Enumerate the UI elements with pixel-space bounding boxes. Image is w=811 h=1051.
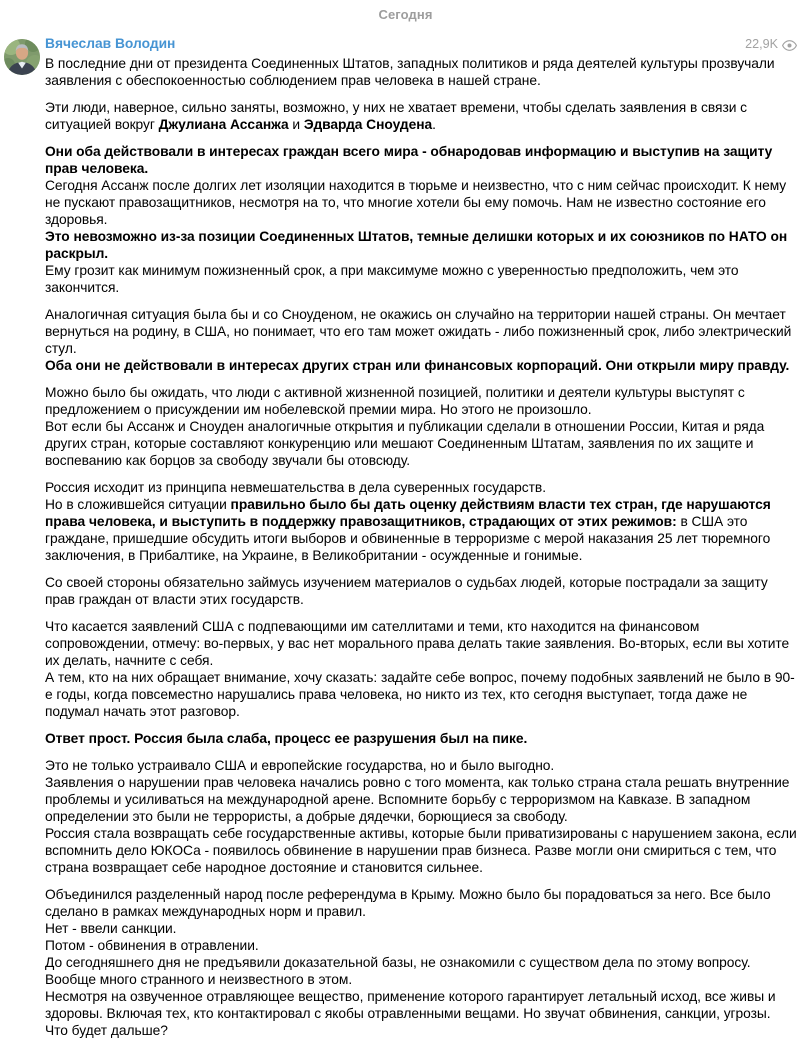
eye-icon	[782, 40, 797, 51]
paragraph: В последние дни от президента Соединенных Штатов, западных политиков и ряда деятелей культуры прозвучали заявления с обеспокоенностью соблюдением прав человека в нашей стране.	[45, 56, 775, 88]
paragraph: Потом - обвинения в отравлении.	[45, 938, 259, 953]
paragraph: До сегодняшнего дня не предъявили доказательной базы, не ознакомили с существом дела по этому вопросу.	[45, 955, 751, 970]
paragraph: Но в сложившейся ситуации правильно было бы дать оценку действиям власти тех стран, где нарушаются права человека, и выступить в поддержку правозащитников, страдающих от этих режимов: в США это граждане, пришедшие обсудить итоги выборов и обвиненные в терроризме с мерой наказания 25 лет тюремного заключения, в Прибалтике, на Украине, в Великобритании - осужденные и гонимые.	[45, 497, 771, 563]
message	[0, 23, 811, 1039]
paragraph: Вот если бы Ассанж и Сноуден аналогичные открытия и публикации сделали в отношении России, Китая и ряда других стран, которые составляют конкуренцию или мешают Соединенным Штатам, заявления по их защите и воспеванию как борцов за свободу звучали бы отовсюду.	[45, 419, 765, 468]
paragraph: Объединился разделенный народ после референдума в Крыму. Можно было бы порадоваться за него. Все было сделано в рамках международных норм и правил.	[45, 887, 771, 919]
paragraph: Они оба действовали в интересах граждан всего мира - обнародовав информацию и выступив на защиту прав человека.	[45, 144, 773, 176]
paragraph-block	[45, 574, 797, 608]
views-badge	[745, 37, 797, 52]
views-count: 22,9K	[745, 37, 778, 51]
paragraph-block	[45, 306, 797, 374]
date-header	[0, 0, 811, 23]
paragraph: Вообще много странного и неизвестного в этом.	[45, 972, 353, 987]
paragraph: Нет - ввели санкции.	[45, 921, 177, 936]
paragraph: Что будет дальше?	[45, 1023, 168, 1038]
paragraph: Что касается заявлений США с подпевающими им сателлитами и теми, кто находится на финансовом сопровождении, отмечу: во-первых, у вас нет морального права делать такие заявления. Во-вторых, если вы хотите их делать, начните с себя.	[45, 619, 790, 668]
paragraph-block	[45, 384, 797, 469]
paragraph: Несмотря на озвученное отравляющее вещество, применение которого гарантирует летальный исход, все живы и здоровы. Включая тех, кто контактировал с якобы отравленными вещами. Но звучат обвинения, санкции, угрозы.	[45, 989, 776, 1021]
paragraph: Россия исходит из принципа невмешательства в дела суверенных государств.	[45, 480, 546, 495]
paragraph: Можно было бы ожидать, что люди с активной жизненной позицией, политики и деятели культуры выступят с предложением о присуждении им нобелевской премии мира. Но этого не произошло.	[45, 385, 745, 417]
avatar[interactable]	[4, 39, 40, 75]
paragraph: Аналогичная ситуация была бы и со Сноуденом, не окажись он случайно на территории нашей страны. Он мечтает вернуться на родину, в США, но понимает, что его там может ожидать - либо пожизненный срок, либо электрический стул.	[45, 307, 792, 356]
paragraph: Ему грозит как минимум пожизненный срок, а при максимуме можно с уверенностью предположить, чем это закончится.	[45, 263, 739, 295]
paragraph: Сегодня Ассанж после долгих лет изоляции находится в тюрьме и неизвестно, что с ним сейчас происходит. К нему не пускают правозащитников, несмотря на то, что многие хотели бы ему помочь. Нам не известно состояние его здоровья.	[45, 178, 787, 227]
date-header-label: Сегодня	[378, 7, 433, 22]
paragraph-block	[45, 55, 797, 89]
paragraph-block	[45, 479, 797, 564]
paragraph: Оба они не действовали в интересах других стран или финансовых корпораций. Они открыли миру правду.	[45, 358, 790, 373]
author-name[interactable]: Вячеслав Володин	[45, 36, 176, 51]
avatar-photo	[4, 39, 40, 75]
paragraph-block	[45, 730, 797, 747]
paragraph: Это невозможно из-за позиции Соединенных Штатов, темные делишки которых и их союзников по НАТО он раскрыл.	[45, 229, 788, 261]
paragraph: Это не только устраивало США и европейские государства, но и было выгодно.	[45, 758, 555, 773]
paragraph: Ответ прост. Россия была слаба, процесс ее разрушения был на пике.	[45, 731, 528, 746]
paragraph: А тем, кто на них обращает внимание, хочу сказать: задайте себе вопрос, почему подобных заявлений не было в 90-е годы, когда повсеместно нарушались права человека, но никто из тех, кто сегодня выступает, тогда даже не подумал начать этот разговор.	[45, 670, 795, 719]
paragraph: Со своей стороны обязательно займусь изучением материалов о судьбах людей, которые пострадали за защиту прав граждан от власти этих государств.	[45, 575, 768, 607]
paragraph: Заявления о нарушении прав человека начались ровно с того момента, как только страна стала решать внутренние проблемы и усиливаться на международной арене. Вспомните борьбу с терроризмом на Кавказе. В западном определении это были не террористы, а добрые дядечки, борющиеся за свободу.	[45, 775, 790, 824]
message-header	[45, 36, 797, 52]
paragraph-block	[45, 99, 797, 133]
paragraph: Эти люди, наверное, сильно заняты, возможно, у них не хватает времени, чтобы сделать заявления в связи с ситуацией вокруг Джулиана Ассанжа и Эдварда Сноудена.	[45, 100, 748, 132]
paragraph-block	[45, 886, 797, 1039]
message-text	[45, 55, 797, 1039]
paragraph: Россия стала возвращать себе государственные активы, которые были приватизированы с нарушением закона, если вспомнить дело ЮКОСа - появилось обвинение в нарушении прав бизнеса. Разве могли они смириться с тем, что страна возвращает себе народное достояние и становится сильнее.	[45, 826, 797, 875]
paragraph-block	[45, 143, 797, 296]
paragraph-block	[45, 757, 797, 876]
paragraph-block	[45, 618, 797, 720]
